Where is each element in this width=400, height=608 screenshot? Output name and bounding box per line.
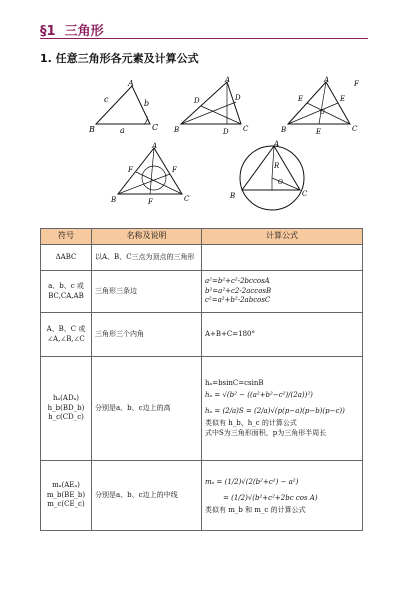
median-formula-2: = (1/2)√(b²+c²+2bc cos A) [223,493,318,502]
vertex-label-c: C [184,195,190,203]
law-of-cosines-b: b²=a²+c2-2accosB [205,286,272,295]
desc-cell: 分别是a、b、c边上的中线 [92,461,202,531]
symbol-cell [41,357,92,461]
symbol-hb: h_b(BD_b) [47,403,85,412]
foot-label-dc: D [194,97,200,105]
table-header-row [41,229,363,245]
foot-label-da: D [223,128,229,136]
vertex-label-a: A [225,76,231,84]
header-symbol: 符号 [41,229,92,245]
midpoint-label-ec: E [298,95,304,103]
symbol-cell: A、B、C 或 ∠A,∠B,∠C [41,313,92,357]
point-label-fa: F [148,198,153,206]
median-formula-1: mₐ = (1/2)√(2(b²+c²) − a²) [205,478,299,487]
formula-cell: A+B+C=180° [202,313,363,357]
vertex-label-c: C [352,125,358,133]
section-title [40,20,104,39]
subsection-title: 1. 任意三角形各元素及计算公式 [40,52,199,65]
section-name: 三角形 [64,24,104,39]
vertex-label-b: B [281,126,287,134]
symbol-ma: mₐ(AEₐ) [52,481,80,490]
median-note: 类似有 m_b 和 m_c 的计算公式 [205,506,306,515]
formula-cell [202,357,363,461]
formula-cell [202,271,363,313]
triangle-circumcircle-figure [226,138,310,214]
triangle-bisectors-figure [110,142,194,208]
symbol-mc: m_c(CE_c) [47,500,85,509]
centroid-label-g: G [320,109,325,116]
vertex-label-b: B [230,192,236,200]
side-label-b: b [144,99,150,108]
altitude-note-1: 类似有 h_b、h_c 的计算公式 [205,419,297,428]
desc-cell: 三角形三个内角 [92,313,202,357]
symbol-cell: a、b、c 或BC,CA,AB [41,271,92,313]
header-name: 名称及说明 [92,229,202,245]
label-f: F [354,80,359,88]
altitude-formula-1: hₐ=bsinC=csinB [205,378,264,387]
vertex-label-c: C [152,123,159,132]
midpoint-label-eb: E [340,95,346,103]
vertex-label-c: C [302,190,308,198]
table-row [41,461,363,531]
law-of-cosines-a: a²=b²+c²-2bccosA [205,277,270,286]
vertex-label-c: C [243,125,249,133]
vertex-label-a: A [152,142,158,150]
formula-cell [202,461,363,531]
symbol-ha: hₐ(ADₐ) [52,394,80,403]
desc-cell: 分别是a、b、c边上的高 [92,357,202,461]
table-row [41,357,363,461]
triangle-altitudes-figure [173,76,253,140]
center-label: O [278,179,283,186]
symbol-hc: h_c(CD_c) [48,413,84,422]
triangle-formula-table [40,228,363,531]
vertex-label-a: A [274,140,280,148]
symbol-mb: m_b(BE_b) [46,490,86,499]
desc-cell: 三角形三条边 [92,271,202,313]
vertex-label-b: B [111,196,117,204]
header-formula: 计算公式 [202,229,363,245]
vertex-label-a: A [324,76,330,84]
altitude-formula-2: hₐ = √(b² − ((a²+b²−c²)/(2a))²) [205,391,313,400]
table-row [41,245,363,271]
side-label-c: c [104,95,109,104]
formula-cell [202,245,363,271]
triangle-sides-figure [88,78,168,140]
altitude-formula-3: hₐ = (2/a)S = (2/a)√(p(p−a)(p−b)(p−c)) [205,406,345,415]
radius-label: R [274,162,280,170]
section-number: §1 [40,24,56,39]
table-row [41,271,363,313]
foot-label-db: D [235,94,241,102]
point-label-fb: F [172,166,177,174]
midpoint-label-ea: E [316,128,322,136]
point-label-fc: F [128,166,133,174]
desc-cell: 以A、B、C三点为顶点的三角形 [92,245,202,271]
section-divider [40,38,368,39]
vertex-label-b: B [174,126,180,134]
symbol-cell [41,461,92,531]
side-label-a: a [120,126,125,135]
vertex-label-a: A [128,79,134,88]
altitude-note-2: 式中S为三角形面积，p为三角形半周长 [205,428,327,437]
law-of-cosines-c: c²=a²+b²-2abcosC [205,296,271,305]
symbol-cell: ΔABC [41,245,92,271]
table-row [41,313,363,357]
vertex-label-b: B [89,125,95,134]
triangle-medians-figure [280,76,364,140]
